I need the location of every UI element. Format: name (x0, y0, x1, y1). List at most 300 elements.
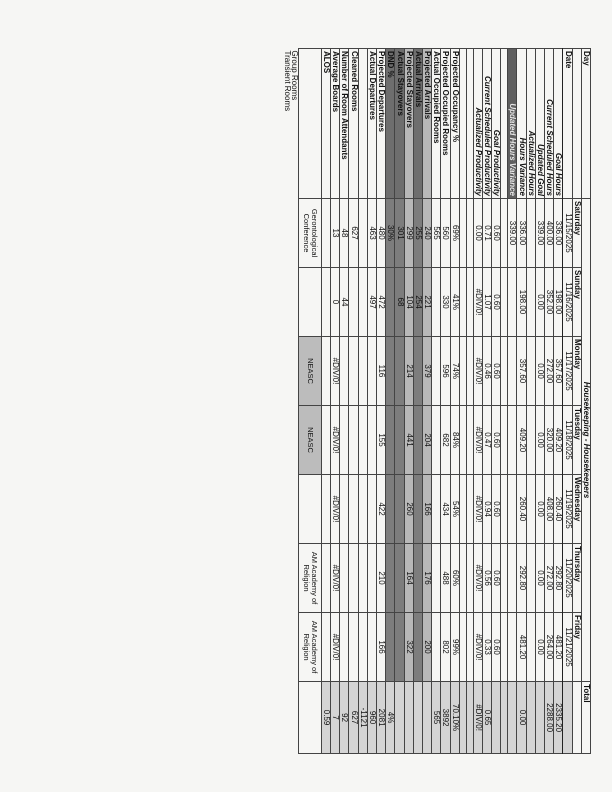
value-cell (340, 544, 349, 613)
value-cell: 596 (441, 337, 450, 406)
value-cell: 0.60 (492, 406, 501, 475)
spacer-cell (501, 406, 508, 475)
value-cell: 260.40 (517, 475, 526, 544)
value-cell: 60% (450, 544, 459, 613)
group-rooms-label: Group Rooms (289, 50, 299, 101)
table-row (554, 49, 563, 754)
total-cell: 960 (367, 682, 376, 754)
transient-rooms-label: Transient Rooms (282, 50, 292, 112)
value-cell (340, 475, 349, 544)
value-cell: 210 (377, 544, 386, 613)
value-cell (432, 613, 441, 682)
value-cell: 0.00 (535, 613, 544, 682)
spacer-cell (466, 544, 473, 613)
value-cell: 339.00 (535, 199, 544, 268)
value-cell: 0.00 (535, 337, 544, 406)
value-cell (340, 613, 349, 682)
spacer-cell (466, 268, 473, 337)
table-row (450, 49, 459, 754)
value-cell: 254 (413, 268, 422, 337)
value-cell (413, 406, 422, 475)
value-cell (432, 337, 441, 406)
table-row (526, 49, 535, 754)
value-cell (395, 337, 404, 406)
total-cell: 70.10% (450, 682, 459, 754)
value-cell: 497 (367, 268, 376, 337)
value-cell: 166 (377, 613, 386, 682)
table-row (545, 49, 554, 754)
value-cell: 409.20 (554, 406, 563, 475)
spacer-cell (466, 475, 473, 544)
spacer-cell (358, 406, 367, 475)
value-cell: #DIV/0! (331, 613, 340, 682)
event-cell: NEASC (298, 337, 321, 406)
day-date: 11/15/2025 (563, 199, 572, 268)
value-cell: 0.00 (535, 475, 544, 544)
value-cell: 84% (450, 406, 459, 475)
day-name: Tuesday (572, 406, 581, 475)
value-cell: 472 (377, 268, 386, 337)
value-cell (413, 475, 422, 544)
value-cell: 0.60 (492, 613, 501, 682)
header-title-row (581, 49, 590, 754)
spacer-cell (358, 544, 367, 613)
total-cell (492, 682, 501, 754)
total-cell: 4% (386, 682, 395, 754)
value-cell (508, 475, 517, 544)
value-cell (349, 613, 358, 682)
spacer-cell (466, 613, 473, 682)
value-cell: 272.00 (545, 337, 554, 406)
day-date: 11/18/2025 (563, 406, 572, 475)
value-cell: 400.00 (545, 199, 554, 268)
total-cell: 0.00 (517, 682, 526, 754)
value-cell: 379 (423, 337, 432, 406)
table-row (349, 49, 358, 754)
total-cell: -1121 (358, 682, 367, 754)
day-name: Friday (572, 613, 581, 682)
value-cell (413, 613, 422, 682)
dates-row (563, 49, 572, 754)
total-cell: 2081 (377, 682, 386, 754)
value-cell (349, 268, 358, 337)
day-date: 11/17/2025 (563, 337, 572, 406)
spacer-cell (501, 613, 508, 682)
table-row (423, 49, 432, 754)
row-label: Actualized Productivity (473, 49, 482, 199)
value-cell: 69% (450, 199, 459, 268)
value-cell (508, 544, 517, 613)
value-cell: #DIV/0! (331, 544, 340, 613)
value-cell: 322 (404, 613, 413, 682)
value-cell: 221 (423, 268, 432, 337)
value-cell: #DIV/0! (473, 268, 482, 337)
row-label: Actual Stayovers (395, 49, 404, 199)
row-label: Projected Occupancy % (450, 49, 459, 199)
value-cell: 41% (450, 268, 459, 337)
total-header: Total (581, 682, 590, 754)
event-cell (298, 268, 321, 337)
value-cell: 260.40 (554, 475, 563, 544)
value-cell: 409.20 (517, 406, 526, 475)
table-row (321, 49, 330, 754)
value-cell (340, 337, 349, 406)
total-cell: #DIV/0! (473, 682, 482, 754)
row-label: Updated Hours Variance (508, 49, 517, 199)
value-cell (508, 613, 517, 682)
value-cell (395, 406, 404, 475)
day-spacer (572, 49, 581, 199)
value-cell: 320.00 (545, 406, 554, 475)
sheet-title: Housekeeping - Housekeepers (581, 199, 590, 682)
spacer-cell (358, 337, 367, 406)
value-cell: #DIV/0! (473, 544, 482, 613)
value-cell: 74% (450, 337, 459, 406)
value-cell: 422 (377, 475, 386, 544)
row-label: Actualized Hours (526, 49, 535, 199)
value-cell (386, 337, 395, 406)
value-cell: 336.00 (554, 199, 563, 268)
table-row (517, 49, 526, 754)
table-row (441, 49, 450, 754)
day-label: Day (581, 49, 590, 199)
day-name: Saturday (572, 199, 581, 268)
table-row (395, 49, 404, 754)
value-cell: 48 (340, 199, 349, 268)
value-cell (386, 406, 395, 475)
value-cell: 204 (423, 406, 432, 475)
value-cell (432, 268, 441, 337)
value-cell: 44 (340, 268, 349, 337)
value-cell: 480 (377, 199, 386, 268)
total-cell (508, 682, 517, 754)
value-cell (386, 613, 395, 682)
table-row (508, 49, 517, 754)
spacer-cell (466, 337, 473, 406)
date-label: Date (563, 49, 572, 199)
row-label: Current Scheduled Productivity (482, 49, 491, 199)
footer-row (291, 49, 299, 754)
row-label: Number of Room Attendants (340, 49, 349, 199)
value-cell: 299 (404, 199, 413, 268)
event-cell: AM Academy of Religion (298, 544, 321, 613)
value-cell: 0.60 (492, 199, 501, 268)
event-cell (298, 475, 321, 544)
value-cell: 264.00 (545, 613, 554, 682)
value-cell: 565 (432, 199, 441, 268)
total-cell: 627 (349, 682, 358, 754)
table-row (377, 49, 386, 754)
total-spacer (572, 682, 581, 754)
spacer-cell (501, 682, 508, 754)
value-cell (413, 544, 422, 613)
value-cell (508, 337, 517, 406)
day-date: 11/19/2025 (563, 475, 572, 544)
row-label: Projected Departures (377, 49, 386, 199)
row-label: Projected Stayovers (404, 49, 413, 199)
value-cell: 627 (349, 199, 358, 268)
value-cell: #DIV/0! (331, 475, 340, 544)
row-label: Goal Hours (554, 49, 563, 199)
spacer-cell (459, 613, 466, 682)
table-row (482, 49, 491, 754)
spacer-cell (459, 406, 466, 475)
value-cell: 54% (450, 475, 459, 544)
value-cell (367, 475, 376, 544)
spacer-cell (358, 49, 367, 199)
value-cell (526, 337, 535, 406)
value-cell (432, 544, 441, 613)
table-row (492, 49, 501, 754)
total-cell (413, 682, 422, 754)
value-cell: 0.71 (482, 199, 491, 268)
value-cell (395, 613, 404, 682)
value-cell: 116 (377, 337, 386, 406)
value-cell: 0.46 (482, 337, 491, 406)
value-cell: 560 (441, 199, 450, 268)
value-cell: 176 (423, 544, 432, 613)
value-cell: 68 (395, 268, 404, 337)
value-cell: 0.00 (473, 199, 482, 268)
day-name: Sunday (572, 268, 581, 337)
value-cell (367, 406, 376, 475)
value-cell: 155 (377, 406, 386, 475)
value-cell (526, 268, 535, 337)
value-cell: 488 (441, 544, 450, 613)
spacer-cell (358, 475, 367, 544)
spacer-cell (501, 199, 508, 268)
value-cell: 336.00 (517, 199, 526, 268)
row-label: Goal Productivity (492, 49, 501, 199)
value-cell: 166 (423, 475, 432, 544)
day-date: 11/21/2025 (563, 613, 572, 682)
row-label: Actual Departures (367, 49, 376, 199)
value-cell: 198.00 (517, 268, 526, 337)
value-cell: 292.80 (554, 544, 563, 613)
value-cell (508, 268, 517, 337)
value-cell: 164 (404, 544, 413, 613)
value-cell: 802 (441, 613, 450, 682)
value-cell: 0.60 (492, 544, 501, 613)
total-cell: 2288.00 (545, 682, 554, 754)
value-cell: #DIV/0! (473, 475, 482, 544)
total-cell: 0.59 (321, 682, 330, 754)
value-cell (432, 475, 441, 544)
value-cell (432, 406, 441, 475)
value-cell (526, 406, 535, 475)
spacer-cell (459, 475, 466, 544)
row-label: Average Boards (331, 49, 340, 199)
spacer-cell (459, 544, 466, 613)
row-label: Hours Variance (517, 49, 526, 199)
spacer-cell (501, 268, 508, 337)
value-cell: 30% (386, 199, 395, 268)
value-cell: 99% (450, 613, 459, 682)
value-cell (349, 406, 358, 475)
value-cell: 104 (404, 268, 413, 337)
value-cell: #DIV/0! (331, 337, 340, 406)
table-row (413, 49, 422, 754)
total-cell (404, 682, 413, 754)
total-spacer (563, 682, 572, 754)
value-cell (321, 199, 330, 268)
events-row (298, 49, 321, 754)
value-cell (386, 268, 395, 337)
row-label: Actual Occupied Rooms (432, 49, 441, 199)
event-cell: Gerontological Conference (298, 199, 321, 268)
value-cell: 214 (404, 337, 413, 406)
value-cell (508, 406, 517, 475)
spacer-cell (358, 199, 367, 268)
value-cell (321, 475, 330, 544)
value-cell: 301 (395, 199, 404, 268)
spacer-row (501, 49, 508, 754)
table-row (404, 49, 413, 754)
value-cell: 682 (441, 406, 450, 475)
spacer-cell (501, 475, 508, 544)
spacer-cell (459, 49, 466, 199)
table-row (386, 49, 395, 754)
day-name: Monday (572, 337, 581, 406)
total-cell: 0.65 (482, 682, 491, 754)
value-cell (340, 406, 349, 475)
events-label (298, 49, 321, 199)
spacer-cell (358, 613, 367, 682)
spacer-cell (466, 49, 473, 199)
value-cell (367, 613, 376, 682)
value-cell: 0.56 (482, 544, 491, 613)
rotated-worksheet (135, 48, 591, 753)
row-label: Current Scheduled Hours (545, 49, 554, 199)
value-cell: 292.80 (517, 544, 526, 613)
spacer-row (466, 49, 473, 754)
value-cell: 0.60 (492, 268, 501, 337)
blank-row (358, 49, 367, 754)
value-cell: 0.00 (535, 544, 544, 613)
row-label: Updated Goal (535, 49, 544, 199)
spacer-cell (466, 682, 473, 754)
spacer-cell (501, 337, 508, 406)
spacer-cell (459, 199, 466, 268)
value-cell (349, 544, 358, 613)
total-cell (423, 682, 432, 754)
row-label: Cleaned Rooms (349, 49, 358, 199)
value-cell (526, 199, 535, 268)
value-cell: 0.60 (492, 475, 501, 544)
total-cell (395, 682, 404, 754)
value-cell: 0.00 (535, 406, 544, 475)
row-label: DND % (386, 49, 395, 199)
total-cell: 2335.20 (554, 682, 563, 754)
value-cell: 481.20 (554, 613, 563, 682)
table-row (331, 49, 340, 754)
housekeeping-table (284, 48, 591, 754)
day-names-row (572, 49, 581, 754)
value-cell (526, 544, 535, 613)
value-cell (413, 337, 422, 406)
spacer-cell (466, 406, 473, 475)
value-cell: 330 (441, 268, 450, 337)
total-cell (526, 682, 535, 754)
total-cell (535, 682, 544, 754)
total-spacer (298, 682, 321, 754)
value-cell: 408.00 (545, 475, 554, 544)
value-cell: 198.00 (554, 268, 563, 337)
value-cell: #DIV/0! (331, 406, 340, 475)
value-cell: 0.60 (492, 337, 501, 406)
value-cell: #DIV/0! (473, 613, 482, 682)
value-cell (321, 544, 330, 613)
value-cell: 352.00 (545, 268, 554, 337)
value-cell (367, 544, 376, 613)
value-cell: 339.00 (508, 199, 517, 268)
table-row (340, 49, 349, 754)
value-cell: #DIV/0! (473, 337, 482, 406)
row-label: ALOS (321, 49, 330, 199)
value-cell (367, 337, 376, 406)
value-cell (526, 475, 535, 544)
value-cell: 481.20 (517, 613, 526, 682)
table-row (473, 49, 482, 754)
value-cell: 357.60 (517, 337, 526, 406)
row-label: Actual Arrivals (413, 49, 422, 199)
value-cell: 260 (404, 475, 413, 544)
spacer-row (459, 49, 466, 754)
value-cell (321, 406, 330, 475)
event-cell: NEASC (298, 406, 321, 475)
day-date: 11/20/2025 (563, 544, 572, 613)
value-cell (321, 268, 330, 337)
value-cell: 240 (423, 199, 432, 268)
value-cell: 0.47 (482, 406, 491, 475)
value-cell: 0.00 (535, 268, 544, 337)
spacer-cell (501, 49, 508, 199)
value-cell (386, 544, 395, 613)
value-cell (386, 475, 395, 544)
total-cell: 7 (331, 682, 340, 754)
value-cell (349, 475, 358, 544)
table-row (367, 49, 376, 754)
value-cell (321, 613, 330, 682)
total-cell: 565 (432, 682, 441, 754)
value-cell: 255 (413, 199, 422, 268)
day-name: Wednesday (572, 475, 581, 544)
row-label: Projected Arrivals (423, 49, 432, 199)
value-cell: #DIV/0! (473, 406, 482, 475)
spacer-cell (459, 337, 466, 406)
day-date: 11/16/2025 (563, 268, 572, 337)
value-cell: 13 (331, 199, 340, 268)
spacer-cell (459, 682, 466, 754)
value-cell: 0.33 (482, 613, 491, 682)
value-cell (395, 544, 404, 613)
table-row (535, 49, 544, 754)
spacer-cell (358, 268, 367, 337)
value-cell: 200 (423, 613, 432, 682)
value-cell: 1.07 (482, 268, 491, 337)
spacer-cell (459, 268, 466, 337)
value-cell (395, 475, 404, 544)
value-cell: 0 (331, 268, 340, 337)
spacer-cell (466, 199, 473, 268)
row-label: Projected Occupied Rooms (441, 49, 450, 199)
table-row (432, 49, 441, 754)
event-cell: AM Academy of Religion (298, 613, 321, 682)
value-cell: 272.00 (545, 544, 554, 613)
footer-row (284, 49, 291, 754)
value-cell: 357.60 (554, 337, 563, 406)
total-cell: 3892 (441, 682, 450, 754)
